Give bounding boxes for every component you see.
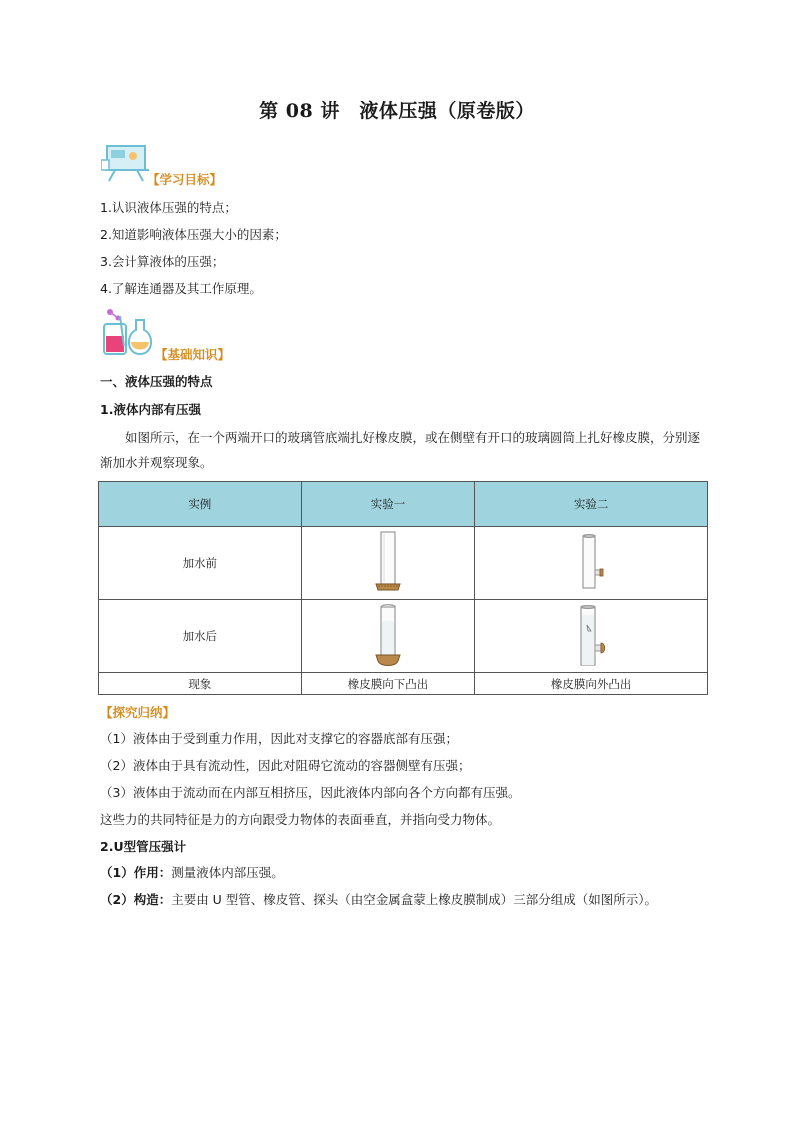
glass-tube-bottom-membrane-bulging	[368, 603, 408, 669]
table-row	[99, 527, 708, 600]
u-gauge-build	[100, 891, 657, 909]
glass-cylinder-side-membrane-flat	[571, 530, 611, 596]
presentation-board-icon	[101, 142, 153, 182]
result-cell: 橡皮膜向下凸出	[301, 673, 475, 695]
goal-item: 2.知道影响液体压强大小的因素；	[100, 227, 287, 242]
goal-item: 1.认识液体压强的特点；	[100, 200, 237, 215]
table-header-row	[99, 482, 708, 527]
section-label-basics: 【基础知识】	[155, 347, 231, 362]
table-header-cell: 实验一	[301, 482, 475, 527]
result-cell: 橡皮膜向外凸出	[475, 673, 708, 695]
u-gauge-use-text: 测量液体内部压强。	[171, 865, 284, 880]
explore-item: （3）液体由于流动而在内部互相挤压，因此液体内部向各个方向都有压强。	[100, 785, 521, 800]
chemistry-flask-icon	[100, 306, 156, 358]
summary-text: 这些力的共同特征是力的方向跟受力物体的表面垂直，并指向受力物体。	[100, 812, 501, 827]
explore-item: （2）液体由于具有流动性，因此对阻碍它流动的容器侧壁有压强；	[100, 758, 471, 773]
table-header-cell: 实例	[99, 482, 302, 527]
subheading-internal-pressure: 1.液体内部有压强	[100, 402, 201, 417]
glass-cylinder-side-membrane-bulging	[569, 603, 613, 669]
explore-item: （1）液体由于受到重力作用，因此对支撑它的容器底部有压强；	[100, 731, 458, 746]
table-row	[99, 673, 708, 695]
u-gauge-use-label: （1）作用：	[100, 865, 172, 880]
section-label-goals: 【学习目标】	[147, 172, 223, 187]
table-row	[99, 600, 708, 673]
row-label-after: 加水后	[99, 600, 302, 673]
table-header-cell: 实验二	[475, 482, 708, 527]
row-label-result: 现象	[99, 673, 302, 695]
heading-liquid-pressure-features: 一、液体压强的特点	[100, 374, 213, 389]
tube-after-image	[301, 600, 475, 673]
u-gauge-build-text: 主要由 U 型管、橡皮管、探头（由空金属盒蒙上橡皮膜制成）三部分组成（如图所示）。	[171, 892, 658, 907]
tube-before-image	[301, 527, 475, 600]
experiment-table	[98, 481, 708, 695]
u-gauge-build-label: （2）构造：	[100, 892, 172, 907]
u-gauge-use	[100, 864, 284, 882]
page-title: 第 08 讲 液体压强（原卷版）	[259, 100, 535, 122]
intro-paragraph: 如图所示，在一个两端开口的玻璃管底端扎好橡皮膜，或在侧壁有开口的玻璃圆筒上扎好橡皮膜，分别逐渐加水并观察现象。	[100, 430, 701, 470]
glass-tube-bottom-membrane-flat	[368, 530, 408, 596]
section-label-explore: 【探究归纳】	[100, 705, 176, 720]
subheading-u-gauge: 2.U型管压强计	[100, 839, 187, 854]
goal-item: 3.会计算液体的压强；	[100, 254, 225, 269]
row-label-before: 加水前	[99, 527, 302, 600]
cylinder-after-image	[475, 600, 708, 673]
cylinder-before-image	[475, 527, 708, 600]
goal-item: 4.了解连通器及其工作原理。	[100, 281, 262, 296]
